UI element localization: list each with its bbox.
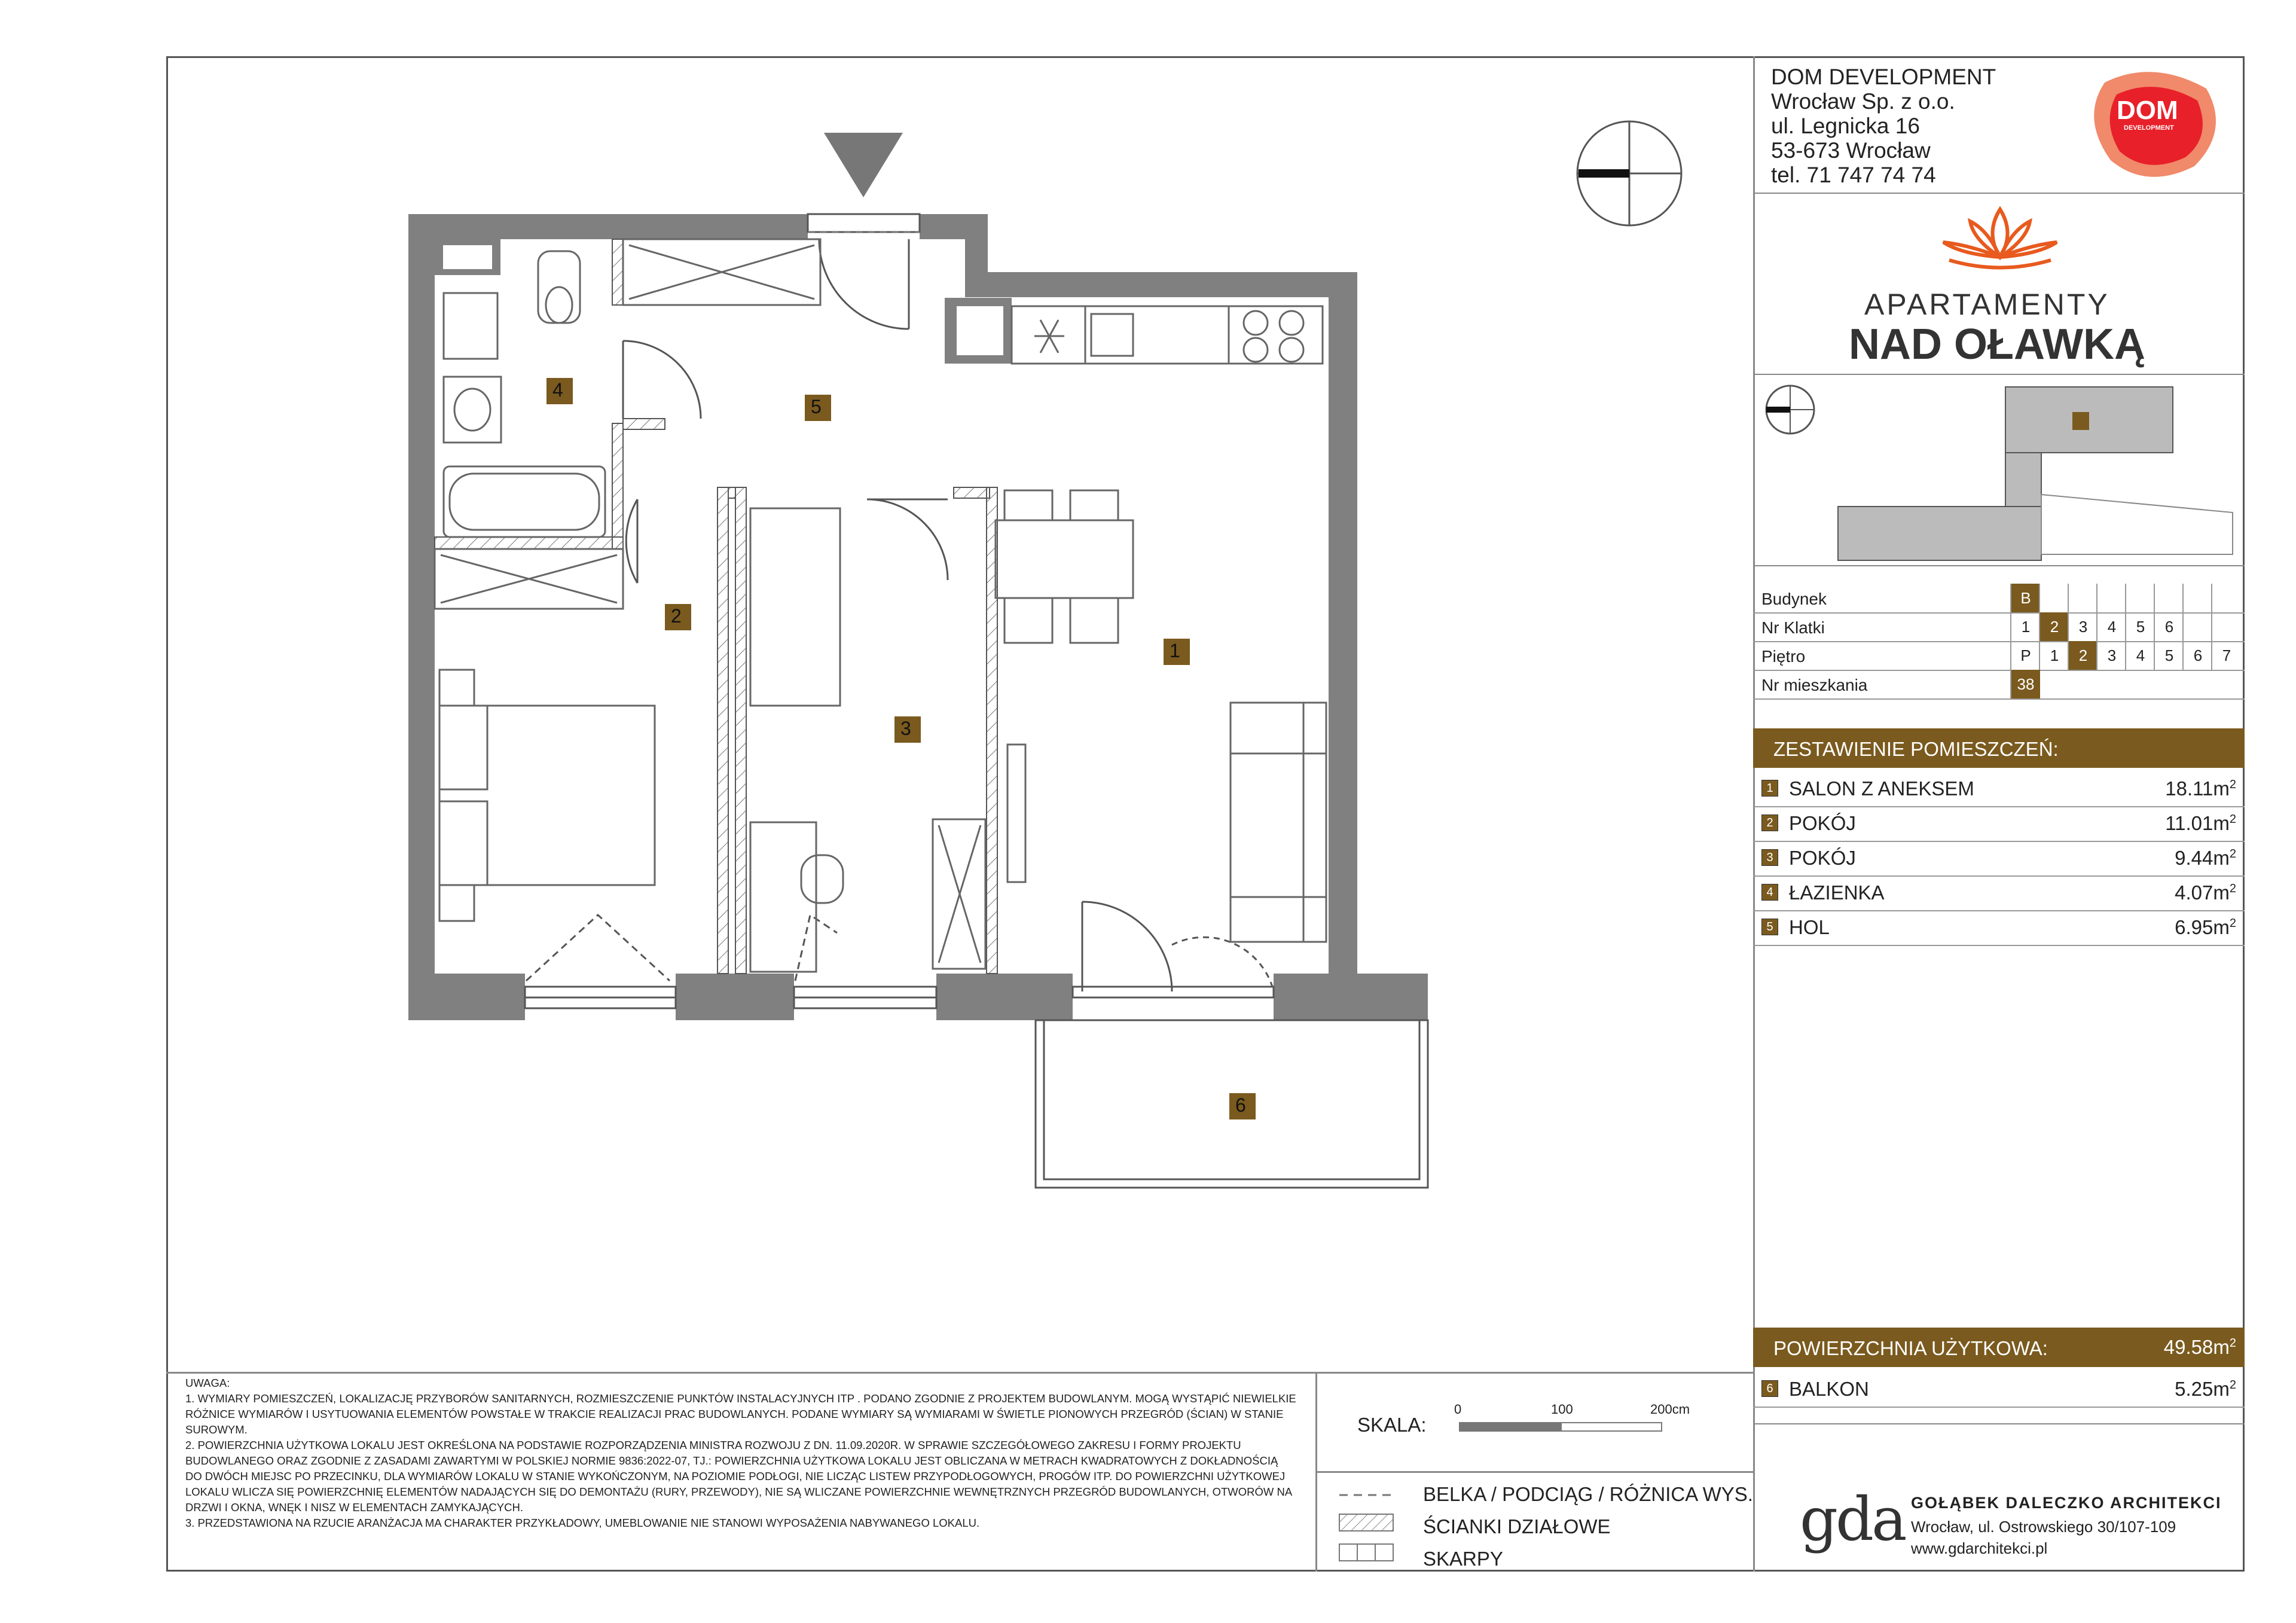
compass-icon	[1577, 121, 1681, 225]
cell: 3	[2068, 612, 2097, 641]
lotus-logo-icon	[1937, 197, 2063, 275]
row-label: Nr mieszkania	[1761, 676, 1868, 694]
row-label: Piętro	[1761, 647, 1806, 666]
rooms-header: ZESTAWIENIE POMIESZCZEŃ:	[1753, 728, 2245, 768]
scale-tick: 200cm	[1650, 1402, 1690, 1417]
dining-table	[996, 490, 1133, 643]
cell: B	[2010, 584, 2040, 612]
kitchen-fixtures	[1012, 306, 1323, 364]
desk	[750, 508, 985, 972]
legend-symbols	[1333, 1477, 1399, 1567]
exterior-walls	[408, 214, 1428, 1020]
architect-logo: gda	[1800, 1484, 1905, 1554]
doors	[526, 239, 1272, 992]
cell: 38	[2010, 670, 2040, 698]
table-row-budynek	[1753, 584, 2245, 614]
room-row: 3 POKÓJ $9.44m^2$	[1753, 841, 2245, 877]
room-row: 5 HOL $6.95m^2$	[1753, 910, 2245, 946]
apartment-location-marker	[2072, 412, 2089, 430]
floor-plan	[166, 56, 1753, 1372]
cell: 1	[2039, 641, 2069, 670]
legend-divider	[1315, 1471, 1753, 1473]
entrance-marker-icon	[824, 133, 903, 197]
cell: 1	[2010, 612, 2040, 641]
room-row: 1 SALON Z ANEKSEM $18.11m^2$	[1753, 771, 2245, 807]
cell: 4	[2125, 641, 2155, 670]
room-label-4: 4	[552, 379, 563, 401]
bed	[439, 670, 655, 921]
project-name-line2: NAD OŁAWKĄ	[1849, 321, 2145, 368]
logo-text: DOM	[2117, 96, 2178, 125]
developer-line: tel. 71 747 74 74	[1771, 163, 1936, 187]
legend-beam: BELKA / PODCIĄG / RÓŻNICA WYS.	[1423, 1483, 1753, 1505]
architect-name: GOŁĄBEK DALECZKO ARCHITEKCI	[1911, 1494, 2222, 1512]
scale-bar-dark	[1459, 1422, 1561, 1432]
architect-web: www.gdarchitekci.pl	[1911, 1539, 2048, 1557]
cell: 2	[2068, 641, 2097, 670]
note-item: 1. WYMIARY POMIESZCZEŃ, LOKALIZACJĘ PRZYBORÓW SANITARNYCH, ROZMIESZCZENIE PUNKTÓW INSTALACYJNYCH ITP . PODANO ZGODNIE Z PROJEKTEM BUDOWLANYM. MOGĄ WYSTĄPIĆ NIEWIELKIE RÓŻNICE WYMIARÓW I USYTUOWANIA ELEMENTÓW POWSTAŁE W TRAKCIE REALIZACJI PRAC BUDOWLANYCH. PODANE WYMIARY SĄ WYMIARAMI W ŚWIETLE PIONOWYCH PRZEGRÓD (ŚCIAN) W STANIE SUROWYM.	[185, 1392, 1296, 1436]
table-row-klatka	[1753, 612, 2245, 642]
developer-line: ul. Legnicka 16	[1771, 114, 1920, 138]
logo-subtext: DEVELOPMENT	[2124, 124, 2174, 132]
room-row: 4 ŁAZIENKA $4.07m^2$	[1753, 875, 2245, 911]
bathroom-fixtures	[444, 251, 605, 537]
developer-line: DOM DEVELOPMENT	[1771, 65, 1996, 89]
room-label-6: 6	[1235, 1094, 1246, 1116]
cell: 6	[2154, 612, 2184, 641]
cell: 4	[2096, 612, 2126, 641]
cell: 5	[2154, 641, 2184, 670]
cell: 6	[2182, 641, 2212, 670]
sofa	[1231, 703, 1326, 942]
usable-area-bar: POWIERZCHNIA UŻYTKOWA: $49.58m^2$	[1753, 1328, 2245, 1367]
room-label-3: 3	[900, 718, 911, 739]
cell: P	[2010, 641, 2040, 670]
table-row-mieszkanie	[1753, 670, 2245, 700]
row-label: Budynek	[1761, 590, 1827, 608]
developer-info	[1771, 65, 1996, 187]
legend-partitions: ŚCIANKI DZIAŁOWE	[1423, 1515, 1611, 1537]
key-plan	[1754, 375, 2245, 565]
scale-tick: 100	[1551, 1402, 1573, 1417]
room-label-5: 5	[811, 396, 822, 417]
cell: 7	[2211, 641, 2241, 670]
notes-divider	[166, 1372, 1753, 1374]
scale-label: SKALA:	[1357, 1414, 1427, 1436]
room-label-1: 1	[1170, 640, 1180, 661]
architect-address: Wrocław, ul. Ostrowskiego 30/107-109	[1911, 1518, 2176, 1536]
table-row-pietro	[1753, 641, 2245, 671]
project-name-line1: APARTAMENTY	[1864, 288, 2110, 321]
room-label-2: 2	[671, 605, 682, 627]
scale-bar-light	[1561, 1422, 1662, 1432]
developer-line: 53-673 Wrocław	[1771, 138, 1931, 163]
balcony-row: 6 BALKON $5.25m^2$	[1753, 1372, 2245, 1408]
scale-tick: 0	[1454, 1402, 1462, 1417]
cell: 3	[2096, 641, 2126, 670]
windows	[525, 214, 1274, 1008]
cell: 5	[2125, 612, 2155, 641]
partition-walls	[435, 239, 997, 974]
row-label: Nr Klatki	[1761, 618, 1825, 637]
room-row: 2 POKÓJ $11.01m^2$	[1753, 806, 2245, 842]
legend-slopes: SKARPY	[1423, 1548, 1503, 1570]
tv-stand	[1007, 745, 1025, 882]
note-item: 2. POWIERZCHNIA UŻYTKOWA LOKALU JEST OKREŚLONA NA PODSTAWIE ROZPORZĄDZENIA MINISTRA ROZWOJU Z DN. 11.09.2020R. W SPRAWIE SZCZEGÓŁOWEGO ZAKRESU I FORMY PROJEKTU BUDOWLANEGO ORAZ ZGODNIE Z ZASADAMI ZAWARTYMI W POLSKIEJ NORMIE 9836:2022-07, TJ.: POWIERZCHNIA UŻYTKOWA LOKALU JEST OBLICZANA W METRACH KWADRATOWYCH Z DOKŁADNOŚCIĄ DO DWÓCH MIEJSC PO PRZECINKU, DLA WYMIARÓW LOKALU W STANIE WYKOŃCZONYM, NA POZIOMIE PODŁOGI, NIE LICZĄC LISTEW PRZYPODŁOGOWYCH, PROGÓW ITP. DO POWIERZCHNI UŻYTKOWEJ LOKALU WLICZA SIĘ POWIERZCHNIĘ ELEMENTÓW NADAJĄCYCH SIĘ DO DEMONTAŻU (RURY, PRZEWODY), NIE SĄ WLICZANE POWIERZCHNIE WEWNĘTRZNYCH PRZEGRÓD BUDOWLANYCH, OTWORÓW NA DRZWI I OKNA, WNĘK I NISZ W ELEMENTACH ZAMYKAJĄCYCH.	[185, 1439, 1292, 1514]
notes-title: UWAGA:	[185, 1377, 230, 1389]
cell: 2	[2039, 612, 2069, 641]
developer-line: Wrocław Sp. z o.o.	[1771, 89, 1955, 114]
note-item: 3. PRZEDSTAWIONA NA RZUCIE ARANŻACJA MA CHARAKTER PRZYKŁADOWY, UMEBLOWANIE NIE STANOWI WYPOSAŻENIA NABYWANEGO LOKALU.	[185, 1517, 980, 1529]
notes	[185, 1375, 1297, 1531]
